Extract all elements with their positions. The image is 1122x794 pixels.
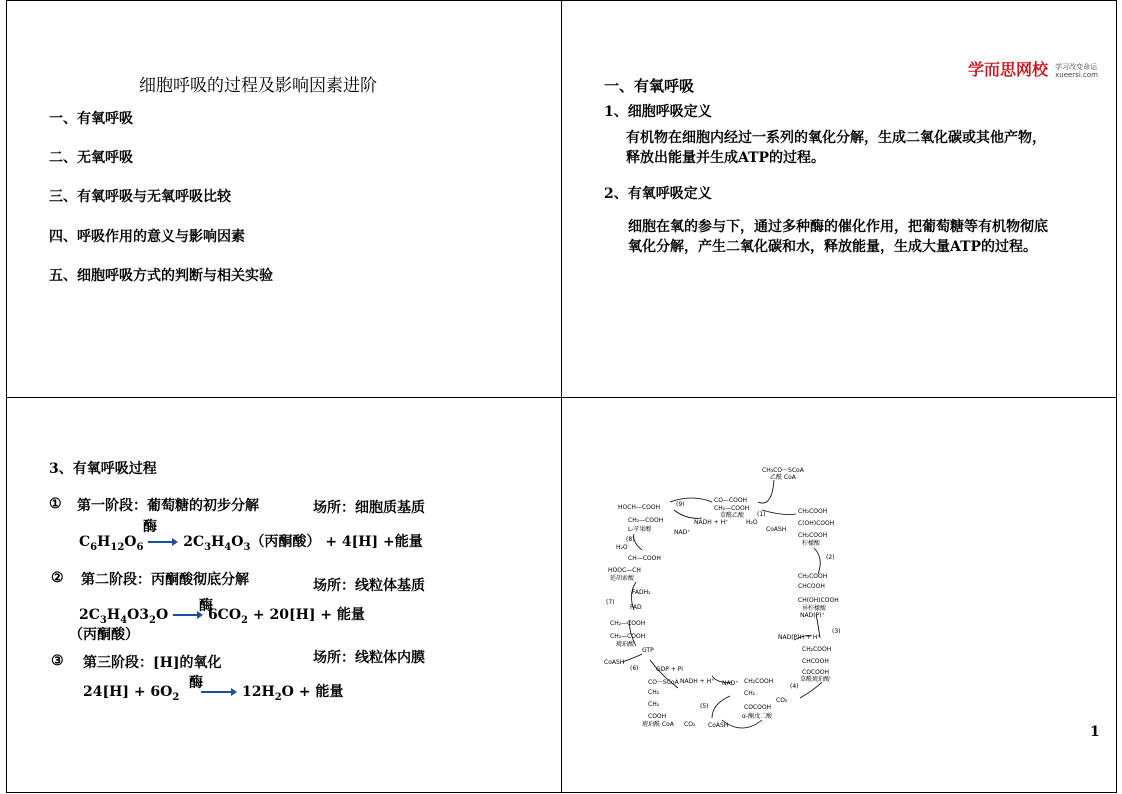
subheading-2: 2、有氧呼吸定义 bbox=[604, 186, 712, 202]
equation-part: 12H bbox=[241, 684, 275, 700]
equation-part: O bbox=[127, 607, 140, 623]
fadh2: FADH₂ bbox=[632, 589, 651, 596]
step-2: (2) bbox=[826, 554, 835, 561]
reaction-arrow bbox=[201, 687, 237, 697]
equation-part: 24[H] + 6O bbox=[83, 684, 173, 700]
stage-3-number: ③ bbox=[51, 653, 64, 669]
equation-part: O bbox=[124, 534, 137, 550]
section-heading: 一、有氧呼吸 bbox=[604, 77, 695, 95]
malate-line2: CH₂—COOH bbox=[628, 517, 664, 524]
equation-part: 4 bbox=[120, 614, 128, 626]
stage-1-equation bbox=[79, 531, 423, 553]
slide-title: 细胞呼吸的过程及影响因素进阶 bbox=[139, 76, 377, 96]
succinate-line2: CH₂—COOH bbox=[610, 633, 646, 640]
subheading-1: 1、细胞呼吸定义 bbox=[604, 104, 712, 120]
succinyl-coa-line3: CH₂ bbox=[648, 701, 660, 708]
oxaloacetate-line2: CH₂—COOH bbox=[714, 505, 750, 512]
citrate-line2: C(OH)COOH bbox=[798, 520, 835, 527]
malate-line1: HOCH—COOH bbox=[618, 504, 661, 511]
citrate-line1: CH₂COOH bbox=[798, 508, 828, 515]
equation-part: 6 bbox=[90, 541, 98, 553]
equation-part: 2 bbox=[274, 691, 282, 703]
oxalosuccinate-name: 草酰琥珀酸 bbox=[800, 676, 831, 683]
isocitrate-line3: CH(OH)COOH bbox=[798, 597, 839, 604]
section-heading: 3、有氧呼吸过程 bbox=[49, 461, 157, 477]
equation-part: 3 bbox=[204, 541, 212, 553]
isocitrate-line2: CHCOOH bbox=[798, 583, 825, 590]
gdp-pi: GDP + Pi bbox=[656, 666, 683, 673]
step-6: (6) bbox=[630, 665, 639, 672]
step-1: (1) bbox=[757, 511, 766, 518]
oxaloacetate-line1: CO—COOH bbox=[714, 497, 748, 504]
akg-line2: CH₂ bbox=[744, 690, 756, 697]
fumarate-name: 延胡索酸 bbox=[610, 575, 635, 582]
equation-part: 2 bbox=[149, 614, 156, 626]
brand-logo bbox=[968, 57, 1098, 80]
equation-part: 6 bbox=[136, 541, 144, 553]
equation-part: H bbox=[97, 534, 111, 550]
stage-3-equation bbox=[83, 681, 343, 703]
nadph: NAD(P)H + H⁺ bbox=[778, 634, 821, 641]
equation-part: 2C bbox=[183, 534, 205, 550]
step-5: (5) bbox=[700, 703, 709, 710]
stage-2-label: 第二阶段：丙酮酸彻底分解 bbox=[81, 572, 249, 588]
succinyl-coa-line1: CO～SCoA bbox=[648, 679, 679, 686]
water-1: H₂O bbox=[746, 519, 758, 526]
oxaloacetate-name: 草酰乙酸 bbox=[720, 512, 745, 519]
succinyl-coa-line4: COOH bbox=[648, 713, 667, 720]
equation-part: 3 bbox=[99, 614, 107, 626]
equation-part: + 20[H] + 能量 bbox=[248, 607, 365, 623]
equation-part: 3 bbox=[243, 541, 251, 553]
nadh-1: NADH + H⁺ bbox=[694, 519, 729, 526]
logo-text: 学而思网校 bbox=[968, 60, 1049, 79]
step-8: (8) bbox=[626, 536, 635, 543]
outline-item-3: 三、有氧呼吸与无氧呼吸比较 bbox=[49, 189, 231, 205]
slide-4-tca-cycle bbox=[561, 397, 1117, 793]
akg-line1: CH₂COOH bbox=[744, 678, 774, 685]
stage-2-location: 场所：线粒体基质 bbox=[313, 578, 425, 594]
succinate-name: 琥珀酸 bbox=[616, 641, 635, 648]
page-number: 1 bbox=[1090, 724, 1100, 740]
stage-2-number: ② bbox=[51, 570, 64, 586]
slide-3-process bbox=[6, 397, 562, 793]
equation-part: H bbox=[106, 607, 121, 623]
tca-cycle-diagram bbox=[562, 398, 1118, 794]
equation-part: 3 bbox=[139, 607, 150, 623]
stage-3-enzyme: 酶 bbox=[189, 675, 203, 691]
fumarate-line2: HOOC—CH bbox=[608, 567, 641, 574]
equation-part: 12 bbox=[110, 541, 125, 553]
co2-b: CO₂ bbox=[684, 721, 696, 728]
equation-part: 6CO bbox=[207, 607, 242, 623]
citrate-name: 柠檬酸 bbox=[802, 540, 821, 547]
equation-part: H bbox=[211, 534, 225, 550]
succinate-line1: CH₂—COOH bbox=[610, 620, 646, 627]
oxalosuccinate-line1: CH₂COOH bbox=[802, 646, 832, 653]
nadp: NAD(P)⁺ bbox=[800, 612, 825, 619]
equation-part: （丙酮酸） bbox=[250, 534, 321, 550]
stage-3-location: 场所：线粒体内膜 bbox=[313, 650, 425, 666]
akg-line3: COCOOH bbox=[744, 704, 772, 711]
outline-item-5: 五、细胞呼吸方式的判断与相关实验 bbox=[49, 268, 273, 284]
stage-1-number: ① bbox=[49, 496, 62, 512]
reaction-arrow bbox=[148, 537, 178, 547]
succinyl-coa-name: 琥珀酰 CoA bbox=[642, 721, 674, 728]
equation-part: 2C bbox=[79, 607, 100, 623]
slide-1-outline bbox=[6, 0, 562, 398]
stage-1-location: 场所：细胞质基质 bbox=[313, 500, 425, 516]
logo-url: xueersi.com bbox=[1055, 70, 1098, 79]
stage-1-label: 第一阶段：葡萄糖的初步分解 bbox=[77, 498, 259, 514]
equation-part: C bbox=[79, 534, 91, 550]
isocitrate-name: 异柠檬酸 bbox=[802, 605, 827, 612]
oxalosuccinate-line3: COCOOH bbox=[802, 669, 830, 676]
succinyl-coa-line2: CH₂ bbox=[648, 689, 660, 696]
equation-part: O bbox=[155, 607, 169, 623]
equation-part: O + 能量 bbox=[281, 684, 344, 700]
citrate-line3: CH₂COOH bbox=[798, 532, 828, 539]
water-2: H₂O bbox=[616, 544, 628, 551]
coash-2: CoASH bbox=[604, 659, 625, 666]
nadh-2: NADH + H⁺ bbox=[680, 678, 715, 685]
stage-2-enzyme: 酶 bbox=[199, 598, 213, 614]
coash-3: CoASH bbox=[708, 722, 729, 729]
step-7: (7) bbox=[606, 599, 615, 606]
step-4: (4) bbox=[790, 683, 799, 690]
isocitrate-line1: CH₂COOH bbox=[798, 573, 828, 580]
nad-1: NAD⁺ bbox=[674, 529, 691, 536]
equation-part: 2 bbox=[241, 614, 248, 626]
stage-2-equation bbox=[79, 604, 365, 626]
equation-part: 2 bbox=[172, 691, 180, 703]
slide-2-definitions bbox=[561, 0, 1117, 398]
outline-item-1: 一、有氧呼吸 bbox=[49, 111, 133, 127]
coash-1: CoASH bbox=[766, 526, 787, 533]
acetyl-coa-name: 乙酰 CoA bbox=[770, 474, 796, 481]
stage-2-note: （丙酮酸） bbox=[69, 627, 139, 643]
nad-2: NAD⁺ bbox=[722, 680, 739, 687]
co2-a: CO₂ bbox=[776, 697, 788, 704]
logo-tagline: 学习改变命运 bbox=[1055, 62, 1098, 71]
oxalosuccinate-line2: CHCOOH bbox=[802, 658, 829, 665]
step-9: (9) bbox=[676, 501, 685, 508]
equation-part: O bbox=[231, 534, 244, 550]
acetyl-coa: CH₃CO～SCoA bbox=[762, 467, 804, 474]
equation-part: + 4[H] +能量 bbox=[325, 534, 423, 550]
step-3: (3) bbox=[832, 628, 841, 635]
gtp: GTP bbox=[642, 647, 654, 654]
definition-paragraph-2: 细胞在氧的参与下，通过多种酶的催化作用，把葡萄糖等有机物彻底氧化分解，产生二氧化碳和水，释放能量，生成大量ATP的过程。 bbox=[628, 219, 1048, 255]
fad: FAD bbox=[630, 604, 642, 611]
fumarate-line1: CH—COOH bbox=[628, 555, 661, 562]
outline-item-2: 二、无氧呼吸 bbox=[49, 150, 133, 166]
reaction-arrow bbox=[173, 610, 203, 620]
akg-name: α-酮戊二酸 bbox=[742, 713, 773, 720]
equation-part: 4 bbox=[224, 541, 232, 553]
definition-paragraph-1: 有机物在细胞内经过一系列的氧化分解，生成二氧化碳或其他产物，释放出能量并生成ATP的过程。 bbox=[626, 130, 1046, 166]
stage-1-enzyme: 酶 bbox=[143, 519, 157, 535]
stage-3-label: 第三阶段：[H]的氧化 bbox=[83, 655, 222, 671]
malate-name: L-苹果酸 bbox=[628, 526, 652, 533]
outline-item-4: 四、呼吸作用的意义与影响因素 bbox=[49, 229, 245, 245]
